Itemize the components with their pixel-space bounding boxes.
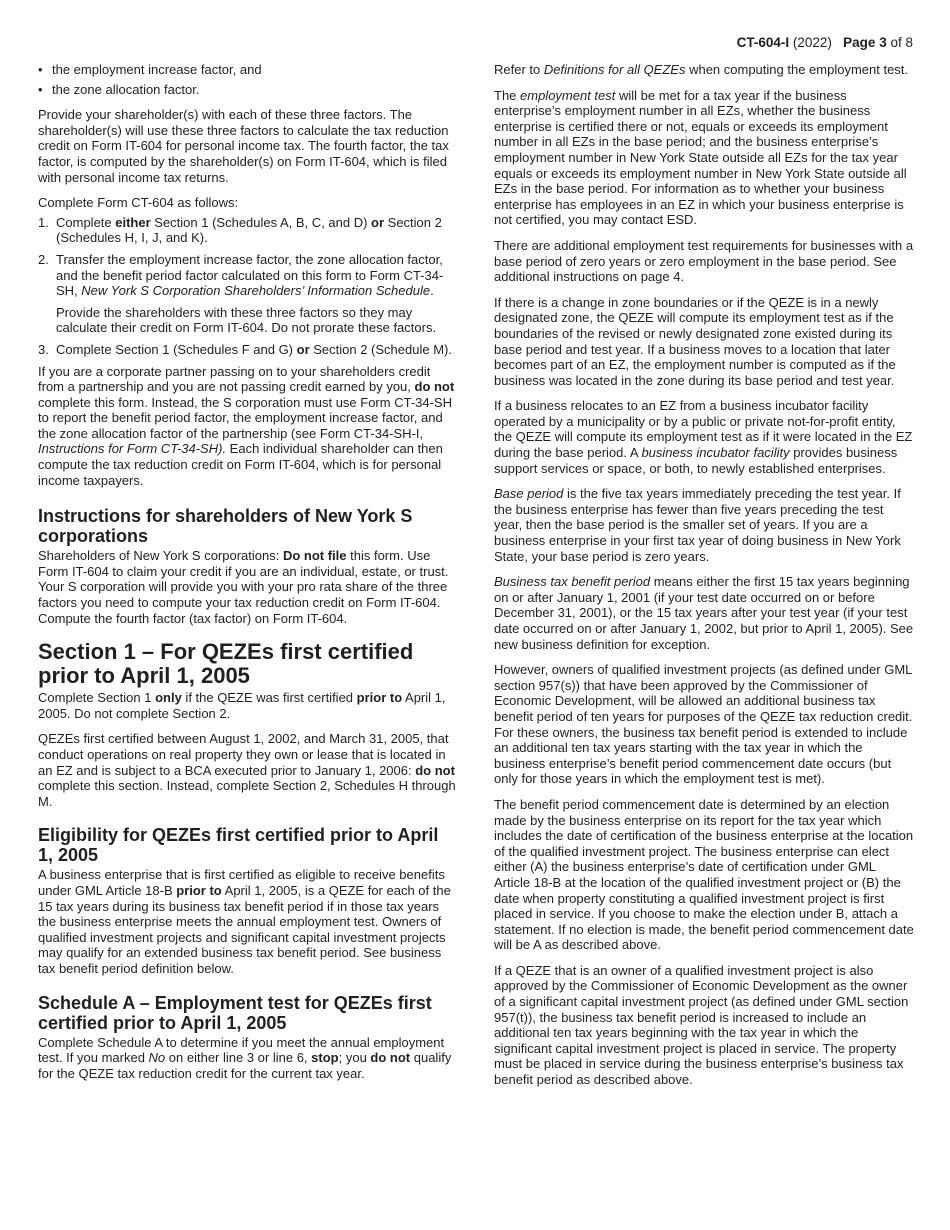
step-number: 1. xyxy=(38,214,49,230)
form-id: CT-604-I xyxy=(736,35,790,50)
qezes-aug-paragraph: QEZEs first certified between August 1, 2002, and March 31, 2005, that conduct operations on real property they own or lease that is located in an EZ and is subject to a BCA executed prior to January 1, 2006: do not complete this section. Instead, complete Section 2, Schedules H through M. xyxy=(38,731,456,809)
page-header xyxy=(737,35,913,50)
shareholders-heading: Instructions for shareholders of New York S corporations xyxy=(38,506,413,547)
section-1-intro: Complete Section 1 only if the QEZE was first certified prior to April 1, 2005. Do not complete Section 2. xyxy=(38,690,446,721)
base-period-paragraph: Base period is the five tax years immediately preceding the test year. If the business enterprise has fewer than five years preceding the test year, then the base period is the smaller set of years. If you are a business enterprise in your first tax year of doing business in New York State, your base period is zero years. xyxy=(494,486,901,564)
step-2: 2. Transfer the employment increase factor, the zone allocation factor, and the benefit period factor calculated on this form to Form CT-34-SH, New York S Corporation Shareholders’ Information Schedule. Provide the shareholders with these three factors so they may calculate their credit on Form IT-604. Do not prorate these factors. xyxy=(38,252,458,336)
eligibility-paragraph: A business enterprise that is first certified as eligible to receive benefits under GML Article 18-B prior to April 1, 2005, is a QEZE for each of the 15 tax years during its business tax benefit period if in those tax years the business enterprise meets the annual employment test. Owners of qualified investment projects and significant capital investment projects may qualify for an extended business tax benefit period. See business tax benefit period definition below. xyxy=(38,867,451,976)
refer-definitions-paragraph: Refer to Definitions for all QEZEs when computing the employment test. xyxy=(494,62,909,77)
provide-factors-paragraph: Provide your shareholder(s) with each of these three factors. The shareholder(s) will use these three factors to calculate the tax reduction credit on Form IT-604 for personal income tax. The fourth factor, the tax factor, is computed by the shareholder(s) on Form IT-604, which is filed with personal income tax returns. xyxy=(38,107,449,185)
schedule-a-heading: Schedule A – Employment test for QEZEs first certified prior to April 1, 2005 xyxy=(38,992,432,1033)
significant-capital-paragraph: If a QEZE that is an owner of a qualified investment project is also approved by the Commissioner of Economic Development as the owner of a significant capital investment project (as defined under GML section 957(t)), the business tax benefit period is increased to include an additional ten tax years beginning with the tax year in which the significant capital investment project is placed in service. The property must be placed in service during the business enterprise’s business tax benefit period as described above. xyxy=(494,962,909,1088)
bullet-item: • the employment increase factor, and xyxy=(38,62,458,78)
left-column xyxy=(38,62,458,1091)
complete-form-intro: Complete Form CT-604 as follows: xyxy=(38,195,239,211)
step-1: 1. Complete either Section 1 (Schedules A, B, C, and D) or Section 2 (Schedules H, I, J, and K). xyxy=(38,214,442,246)
zone-change-paragraph: If there is a change in zone boundaries or if the QEZE is in a newly designated zone, the QEZE will compute its employment test as if the boundaries of the revised or newly designated zone existed during its base period and test year. If a business moves to a location that later becomes part of an EZ, the employment number is computed as if the business was located in the zone during its base period and test year. xyxy=(494,294,896,388)
employment-test-paragraph: The employment test will be met for a tax year if the business enterprise’s employment number in all EZs, whether the business enterprise is certified there or not, equals or exceeds its employment number in all EZs in the base period; and the business enterprise’s employment number in New York State outside all EZs for the tax year equals or exceeds its employment number in New York State outside all EZs in the base period. For information as to whether your business enterprise has employees in an EZ in which your business enterprise is not certified, you may contact ESD. xyxy=(494,87,907,228)
page-of: of 8 xyxy=(890,35,913,50)
right-column xyxy=(494,62,914,1098)
benefit-period-paragraph: Business tax benefit period means either the first 15 tax years beginning on or after January 1, 2001 (if your test date occurred on or before December 31, 2001), or the 15 tax years after your test year (if your test date occurred on or after January 1, 2002, but prior to April 1, 2005). See new business definition for exception. xyxy=(494,574,914,652)
factor-bullet-list xyxy=(38,62,458,97)
corporate-partner-paragraph: If you are a corporate partner passing on to your shareholders credit from a partnership and you are not passing credit earned by you, do not complete this form. Instead, the S corporation must use Form CT-34-SH to report the benefit period factor, the employment increase factor, and the zone allocation factor of the partnership (see Form CT-34-SH-I, Instructions for Form CT-34-SH). Each individual shareholder can then compute the tax reduction credit on Form IT-604, which is for personal income taxpayers. xyxy=(38,363,455,488)
eligibility-heading: Eligibility for QEZEs first certified prior to April 1, 2005 xyxy=(38,825,439,866)
step-number: 3. xyxy=(38,341,49,357)
schedule-a-paragraph: Complete Schedule A to determine if you meet the annual employment test. If you marked No on either line 3 or line 6, stop; you do not qualify for the QEZE tax reduction credit for the current tax year. xyxy=(38,1034,452,1081)
step-3: 3. Complete Section 1 (Schedules F and G) or Section 2 (Schedule M). xyxy=(38,341,452,357)
form-year: (2022) xyxy=(792,35,832,50)
qualified-investment-paragraph: However, owners of qualified investment projects (as defined under GML section 957(s)) that have been approved by the Commissioner of Economic Development, will be allowed an additional business tax benefit period of ten years for purposes of the QEZE tax reduction credit. For these owners, the business tax benefit period is extended to include an additional ten tax years starting with the tax year in which the business enterprise’s benefit period commencement date occurs (but only for those years in which the employment test is met). xyxy=(494,662,913,787)
commencement-date-paragraph: The benefit period commencement date is determined by an election made by the business enterprise on its report for the tax year which includes the date of certification of the business enterprise at the location of the qualified investment project. The business enterprise can elect either (A) the business enterprise’s date of certification under GML Article 18-B at the location of the qualified investment project or (B) the date when property constituting a qualified investment project is first placed in service. If you choose to make the election under B, attach a statement. If no election is made, the benefit period commencement date will be A as described above. xyxy=(494,796,914,953)
step-2-subparagraph: Provide the shareholders with these three factors so they may calculate their credit on Form IT-604. Do not prorate these factors. xyxy=(56,304,437,336)
section-1-heading: Section 1 – For QEZEs first certified prior to April 1, 2005 xyxy=(38,639,414,689)
relocation-paragraph: If a business relocates to an EZ from a business incubator facility operated by a municipality or by a public or private not-for-profit entity, the QEZE will compute its employment test as if it were located in the EZ during the base period. A business incubator facility provides business support services or space, or both, to newly established enterprises. xyxy=(494,398,913,476)
shareholders-paragraph: Shareholders of New York S corporations: Do not file this form. Use Form IT-604 to claim your credit if you are an individual, estate, or trust. Your S corporation will provide you with your pro rata share of the three factors you need to compute your tax reduction credit on Form IT-604. Compute the fourth factor (tax factor) on Form IT-604. xyxy=(38,548,449,626)
bullet-item: • the zone allocation factor. xyxy=(38,82,458,98)
step-number: 2. xyxy=(38,251,49,267)
additional-requirements-paragraph: There are additional employment test requirements for businesses with a base period of zero years or zero employment in the base period. See additional instructions on page 4. xyxy=(494,237,914,285)
steps-list xyxy=(38,215,458,358)
page-label: Page 3 xyxy=(843,35,887,50)
